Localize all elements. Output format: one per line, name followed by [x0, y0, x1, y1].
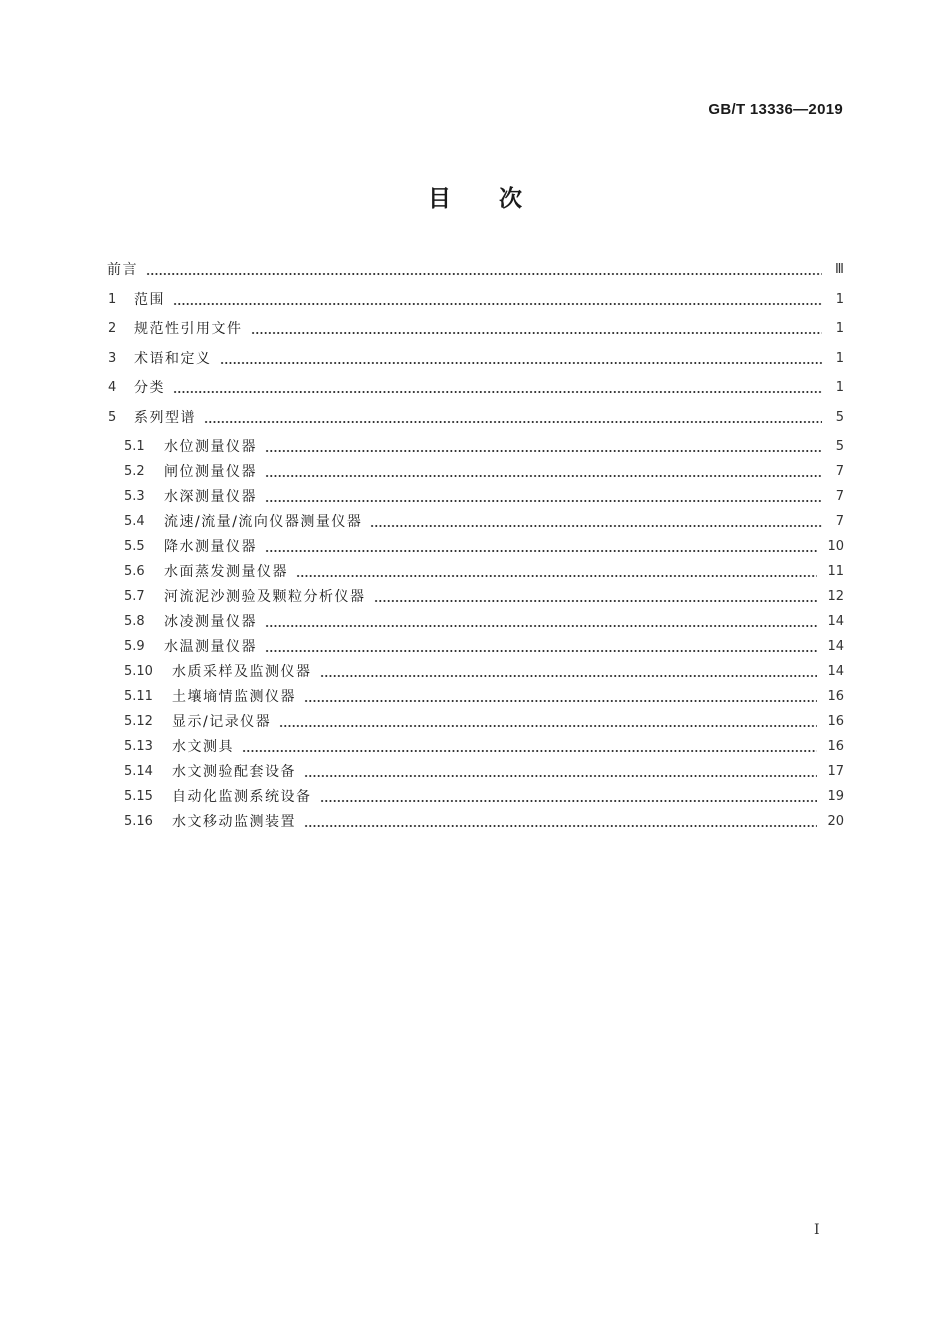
toc-leader-dots: [370, 511, 822, 533]
toc-entry-number: 5.5: [124, 539, 145, 554]
toc-entry-page: 7: [835, 489, 844, 504]
toc-entry-page: 16: [827, 739, 844, 754]
toc-entry-5-6[interactable]: [0, 561, 950, 583]
toc-leader-dots: [204, 407, 822, 429]
toc-entry-number: 5.14: [124, 764, 153, 779]
toc-entry-page: 1: [835, 351, 844, 366]
toc-entry-page: 14: [827, 664, 844, 679]
toc-entry-label: 土壤墒情监测仪器: [172, 689, 296, 705]
toc-entry-label: 系列型谱: [134, 410, 196, 426]
toc-entry-page: 7: [835, 464, 844, 479]
toc-entry-page: 17: [827, 764, 844, 779]
toc-entry-number: 5.4: [124, 514, 145, 529]
toc-leader-dots: [304, 686, 817, 708]
toc-entry-number: 5.15: [124, 789, 153, 804]
toc-entry-number: 5.3: [124, 489, 145, 504]
toc-entry-number: 3: [108, 351, 117, 366]
toc-entry-5-15[interactable]: [0, 786, 950, 808]
toc-entry-5-3[interactable]: [0, 486, 950, 508]
toc-entry-label: 闸位测量仪器: [164, 464, 257, 480]
toc-entry-label: 水文测验配套设备: [172, 764, 296, 780]
toc-entry-label: 水温测量仪器: [164, 639, 257, 655]
toc-entry-number: 4: [108, 380, 117, 395]
toc-entry-5-7[interactable]: [0, 586, 950, 608]
toc-entry-number: 5.12: [124, 714, 153, 729]
toc-entry-5-9[interactable]: [0, 636, 950, 658]
toc-leader-dots: [320, 786, 818, 808]
toc-leader-dots: [374, 586, 818, 608]
page-title: [0, 180, 950, 213]
toc-entry-label: 前言: [107, 262, 138, 278]
toc-entry-page: 12: [827, 589, 844, 604]
toc-entry-label: 降水测量仪器: [164, 539, 257, 555]
toc-entry-5-11[interactable]: [0, 686, 950, 708]
toc-entry-4[interactable]: [0, 377, 950, 399]
toc-leader-dots: [251, 318, 823, 340]
toc-entry-foreword[interactable]: [0, 259, 950, 281]
toc-entry-label: 水文移动监测装置: [172, 814, 296, 830]
toc-entry-number: 5.6: [124, 564, 145, 579]
toc-entry-5-14[interactable]: [0, 761, 950, 783]
toc-entry-page: 14: [827, 614, 844, 629]
page-title-char-1: 目: [428, 186, 451, 212]
toc-entry-page: 19: [827, 789, 844, 804]
toc-entry-number: 5.13: [124, 739, 153, 754]
toc-entry-5-10[interactable]: [0, 661, 950, 683]
toc-entry-number: 2: [108, 321, 117, 336]
toc-entry-number: 1: [108, 292, 117, 307]
toc-entry-number: 5.7: [124, 589, 145, 604]
toc-entry-page: 1: [835, 380, 844, 395]
toc-leader-dots: [265, 436, 822, 458]
toc-entry-5-8[interactable]: [0, 611, 950, 633]
toc-leader-dots: [265, 611, 817, 633]
toc-entry-3[interactable]: [0, 348, 950, 370]
toc-entry-label: 水文测具: [172, 739, 234, 755]
toc-leader-dots: [242, 736, 817, 758]
toc-leader-dots: [265, 461, 822, 483]
toc-entry-5-1[interactable]: [0, 436, 950, 458]
toc-leader-dots: [279, 711, 817, 733]
toc-leader-dots: [265, 536, 817, 558]
toc-entry-label: 水深测量仪器: [164, 489, 257, 505]
toc-entry-label: 河流泥沙测验及颗粒分析仪器: [164, 589, 366, 605]
toc-entry-label: 自动化监测系统设备: [172, 789, 312, 805]
toc-leader-dots: [304, 761, 817, 783]
toc-entry-page: 14: [827, 639, 844, 654]
toc-leader-dots: [296, 561, 817, 583]
toc-entry-page: 16: [827, 714, 844, 729]
toc-entry-page: 1: [835, 321, 844, 336]
toc-entry-5-5[interactable]: [0, 536, 950, 558]
toc-entry-number: 5: [108, 410, 117, 425]
toc-entry-label: 水位测量仪器: [164, 439, 257, 455]
toc-entry-label: 水面蒸发测量仪器: [164, 564, 288, 580]
toc-leader-dots: [320, 661, 818, 683]
footer-page-number: I: [814, 1222, 820, 1238]
toc-entry-2[interactable]: [0, 318, 950, 340]
toc-leader-dots: [173, 377, 822, 399]
toc-entry-5-13[interactable]: [0, 736, 950, 758]
toc-leader-dots: [265, 636, 817, 658]
toc-leader-dots: [146, 259, 822, 281]
standard-number: GB/T 13336—2019: [708, 101, 843, 118]
toc-entry-label: 流速/流量/流向仪器测量仪器: [164, 514, 363, 530]
toc-entry-label: 水质采样及监测仪器: [172, 664, 312, 680]
toc-entry-page: 16: [827, 689, 844, 704]
toc-entry-5-16[interactable]: [0, 811, 950, 833]
toc-entry-number: 5.10: [124, 664, 153, 679]
toc-entry-label: 术语和定义: [134, 351, 212, 367]
toc-entry-page: 1: [835, 292, 844, 307]
toc-entry-5-12[interactable]: [0, 711, 950, 733]
toc-entry-5-2[interactable]: [0, 461, 950, 483]
toc-entry-number: 5.16: [124, 814, 153, 829]
toc-entry-page: 5: [835, 439, 844, 454]
toc-entry-page: 20: [827, 814, 844, 829]
toc-entry-page: 11: [827, 564, 844, 579]
toc-entry-label: 规范性引用文件: [134, 321, 243, 337]
toc-entry-label: 冰凌测量仪器: [164, 614, 257, 630]
toc-leader-dots: [220, 348, 823, 370]
toc-entry-label: 显示/记录仪器: [172, 714, 272, 730]
toc-entry-number: 5.9: [124, 639, 145, 654]
toc-entry-page: 5: [835, 410, 844, 425]
toc-entry-label: 分类: [134, 380, 165, 396]
toc-entry-page: 10: [827, 539, 844, 554]
toc-entry-page: Ⅲ: [835, 262, 844, 277]
toc-entry-5-4[interactable]: [0, 511, 950, 533]
page-title-char-2: 次: [499, 186, 522, 212]
toc-entry-number: 5.2: [124, 464, 145, 479]
toc-leader-dots: [173, 289, 822, 311]
toc-entry-1[interactable]: [0, 289, 950, 311]
toc-entry-number: 5.8: [124, 614, 145, 629]
toc-entry-5[interactable]: [0, 407, 950, 429]
toc-entry-label: 范围: [134, 292, 165, 308]
toc-entry-number: 5.11: [124, 689, 153, 704]
toc-entry-number: 5.1: [124, 439, 145, 454]
toc-entry-page: 7: [835, 514, 844, 529]
toc-leader-dots: [304, 811, 817, 833]
toc-leader-dots: [265, 486, 822, 508]
